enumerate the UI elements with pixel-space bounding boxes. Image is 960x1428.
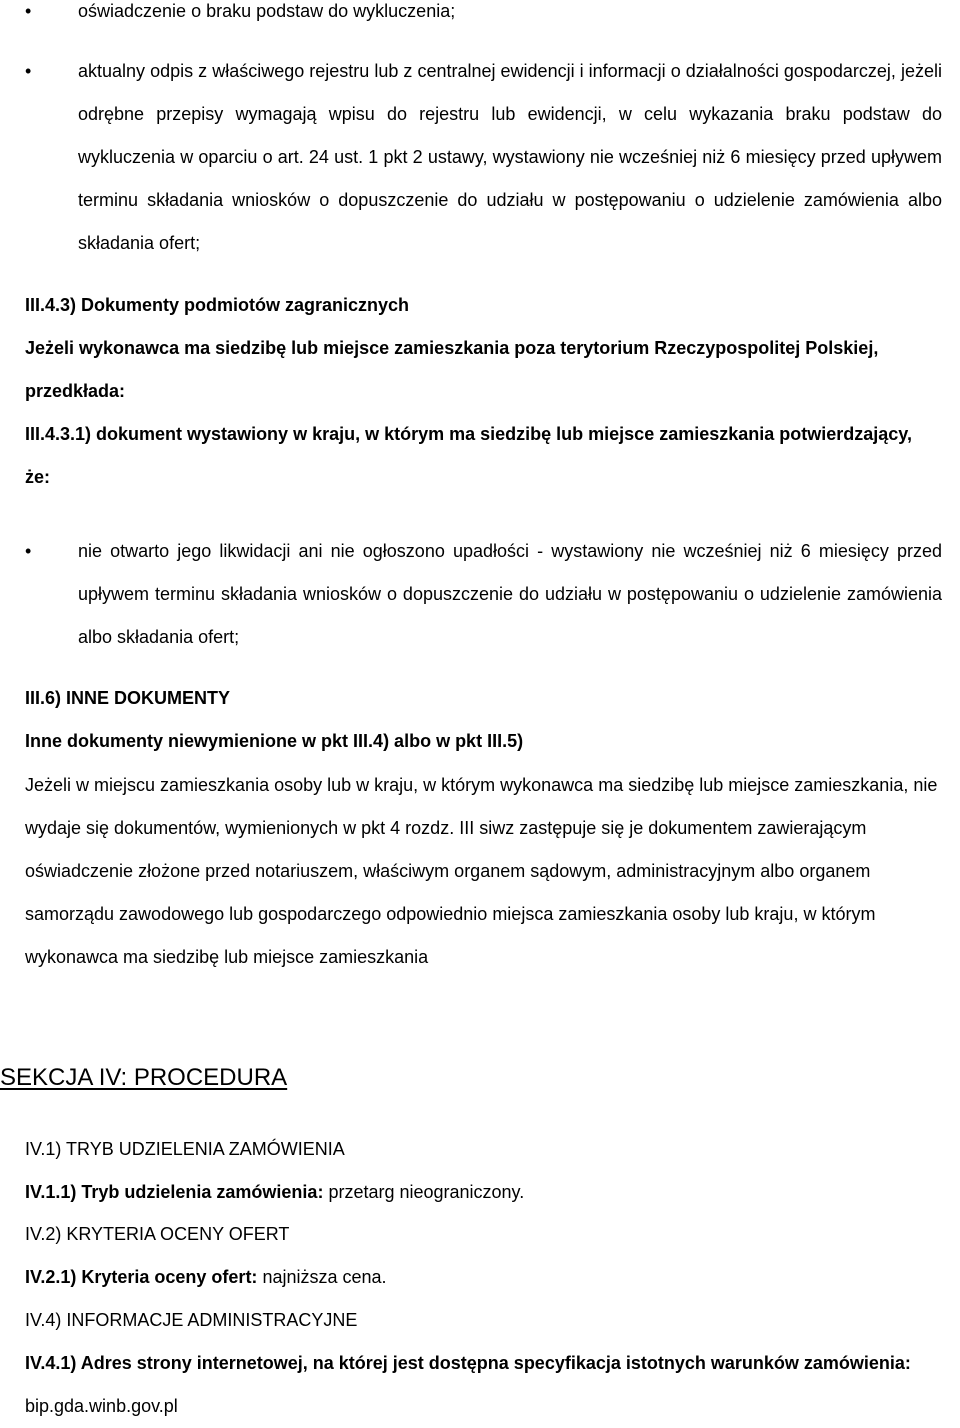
iv1-heading: IV.1) TRYB UDZIELENIA ZAMÓWIENIA [25, 1139, 345, 1159]
iv11-label: IV.1.1) Tryb udzielenia zamówienia: [25, 1182, 324, 1202]
sub-section-heading: III.4.3.1) dokument wystawiony w kraju, w którym ma siedzibę lub miejsce zamieszkania potwierdzający, że: [25, 424, 912, 487]
iv21-row [25, 1257, 387, 1297]
bullet-icon: • [25, 541, 32, 561]
iv11-value: przetarg nieograniczony. [323, 1182, 525, 1202]
iv2-heading: IV.2) KRYTERIA OCENY OFERT [25, 1224, 290, 1244]
section-heading: III.4.3) Dokumenty podmiotów zagranicznych [25, 295, 410, 315]
list-item [25, 0, 942, 33]
list-item-text: aktualny odpis z właściwego rejestru lub z centralnej ewidencji i informacji o działalności gospodarczej, jeżeli odrębne przepisy wymagają wpisu do rejestru lub ewidencji, w celu wykazania braku podstaw do wykluczenia w oparciu o art. 24 ust. 1 pkt 2 ustawy, wystawiony nie wcześniej niż 6 miesięcy przed upływem terminu składania wniosków o dopuszczenie do udziału w postępowaniu o udzielenie zamówienia albo składania ofert; [78, 61, 942, 253]
iv21-label: IV.2.1) Kryteria oceny ofert: [25, 1267, 258, 1287]
section-body: Jeżeli w miejscu zamieszkania osoby lub w kraju, w którym wykonawca ma siedzibę lub miejsce zamieszkania, nie wydaje się dokumentów, wymienionych w pkt 4 rozdz. III siwz zastępuje się je dokumentem zawierającym oświadczenie złożone przed notariuszem, właściwym organem sądowym, administracyjnym albo organem samorządu zawodowego lub gospodarczego odpowiednio miejsca zamieszkania osoby lub kraju, w którym wykonawca ma siedzibę lub miejsce zamieszkania [25, 775, 938, 967]
list-item-text: oświadczenie o braku podstaw do wykluczenia; [78, 1, 456, 21]
iv4-heading: IV.4) INFORMACJE ADMINISTRACYJNE [25, 1310, 358, 1330]
sub-section-heading: Inne dokumenty niewymienione w pkt III.4) albo w pkt III.5) [25, 731, 524, 751]
iv41-label: IV.4.1) Adres strony internetowej, na której jest dostępna specyfikacja istotnych warunków zamówienia: [25, 1353, 911, 1373]
bullet-icon: • [25, 1, 32, 21]
iv11-row [25, 1172, 524, 1212]
list-item [25, 50, 942, 265]
list-item [25, 530, 942, 659]
list-item-text: nie otwarto jego likwidacji ani nie ogłoszono upadłości - wystawiony nie wcześniej niż 6 miesięcy przed upływem terminu składania wniosków o dopuszczenie do udziału w postępowaniu o udzielenie zamówienia albo składania ofert; [78, 541, 942, 647]
bullet-icon: • [25, 61, 32, 81]
iv21-value: najniższa cena. [257, 1267, 387, 1287]
section-intro: Jeżeli wykonawca ma siedzibę lub miejsce zamieszkania poza terytorium Rzeczypospolitej Polskiej, przedkłada: [25, 338, 879, 401]
section-heading: III.6) INNE DOKUMENTY [25, 688, 231, 708]
section-title: SEKCJA IV: PROCEDURA [0, 1064, 288, 1091]
iv41-row [25, 1342, 950, 1428]
iv41-value: bip.gda.winb.gov.pl [25, 1396, 178, 1416]
